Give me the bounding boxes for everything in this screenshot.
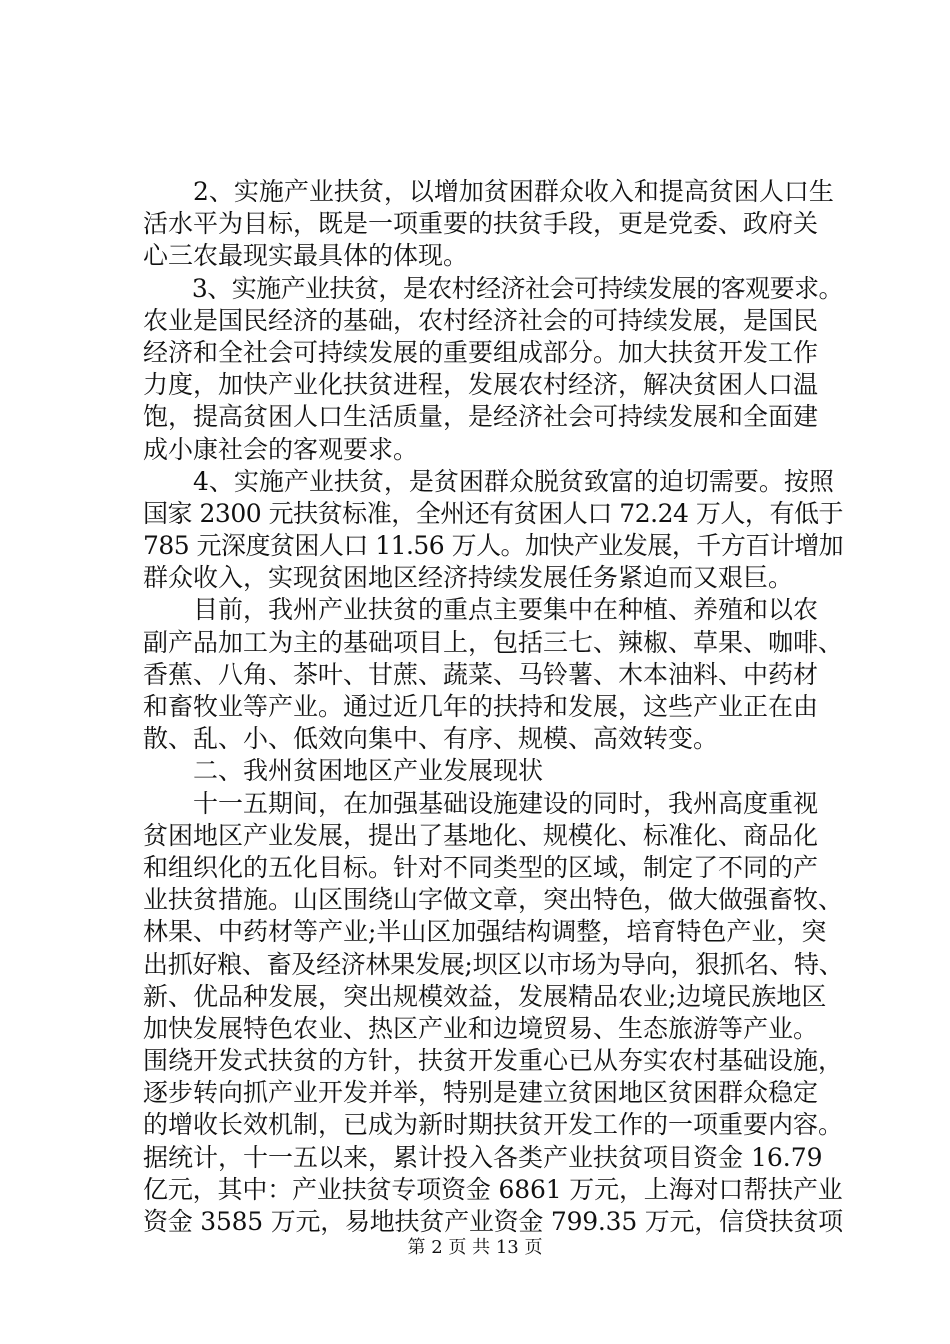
text-line: 副产品加工为主的基础项目上，包括三七、辣椒、草果、咖啡、 xyxy=(143,627,844,657)
text-line: 经济和全社会可持续发展的重要组成部分。加大扶贫开发工作 xyxy=(143,337,819,367)
text-line: 和畜牧业等产业。通过近几年的扶持和发展，这些产业正在由 xyxy=(143,692,819,721)
body-text xyxy=(143,176,843,1238)
text-line: 国家 2300 元扶贫标准，全州还有贫困人口 72.24 万人，有低于 xyxy=(143,498,843,528)
text-line: 和组织化的五化目标。针对不同类型的区域，制定了不同的产 xyxy=(143,852,819,882)
text-line: 散、乱、小、低效向集中、有序、规模、高效转变。 xyxy=(143,724,719,754)
text-line: 十一五期间，在加强基础设施建设的同时，我州高度重视 xyxy=(143,788,819,818)
text-line: 心三农最现实最具体的体现。 xyxy=(143,241,469,271)
text-line: 据统计，十一五以来，累计投入各类产业扶贫项目资金 16.79 xyxy=(143,1142,823,1172)
text-line: 围绕开发式扶贫的方针，扶贫开发重心已从夯实农村基础设施， xyxy=(143,1046,844,1076)
page-number-footer: 第 2 页 共 13 页 xyxy=(407,1237,543,1258)
text-line: 加快发展特色农业、热区产业和边境贸易、生态旅游等产业。 xyxy=(143,1013,819,1043)
text-line: 资金 3585 万元，易地扶贫产业资金 799.35 万元，信贷扶贫项 xyxy=(143,1207,843,1236)
text-line: 活水平为目标，既是一项重要的扶贫手段，更是党委、政府关 xyxy=(143,209,819,239)
text-line: 逐步转向抓产业开发并举，特别是建立贫困地区贫困群众稳定 xyxy=(143,1078,819,1108)
text-line: 香蕉、八角、茶叶、甘蔗、蔬菜、马铃薯、木本油料、中药材 xyxy=(143,659,819,689)
section-heading: 二、我州贫困地区产业发展现状 xyxy=(143,756,544,786)
text-line: 贫困地区产业发展，提出了基地化、规模化、标准化、商品化 xyxy=(143,820,819,850)
text-line: 群众收入，实现贫困地区经济持续发展任务紧迫而又艰巨。 xyxy=(143,563,794,593)
text-line: 3、实施产业扶贫，是农村经济社会可持续发展的客观要求。 xyxy=(143,273,843,303)
text-line: 2、实施产业扶贫，以增加贫困群众收入和提高贫困人口生 xyxy=(143,177,834,206)
text-line: 4、实施产业扶贫，是贫困群众脱贫致富的迫切需要。按照 xyxy=(143,466,834,496)
text-line: 785 元深度贫困人口 11.56 万人。加快产业发展，千方百计增加 xyxy=(143,531,844,561)
text-line: 新、优品种发展，突出规模效益，发展精品农业;边境民族地区 xyxy=(143,981,827,1011)
text-line: 亿元，其中：产业扶贫专项资金 6861 万元，上海对口帮扶产业 xyxy=(143,1174,843,1204)
text-line: 力度，加快产业化扶贫进程，发展农村经济，解决贫困人口温 xyxy=(143,370,819,400)
text-line: 目前，我州产业扶贫的重点主要集中在种植、养殖和以农 xyxy=(143,595,819,625)
text-line: 林果、中药材等产业;半山区加强结构调整，培育特色产业，突 xyxy=(143,917,827,947)
text-line: 的增收长效机制，已成为新时期扶贫开发工作的一项重要内容。 xyxy=(143,1110,844,1140)
text-line: 成小康社会的客观要求。 xyxy=(143,434,419,464)
text-line: 饱，提高贫困人口生活质量，是经济社会可持续发展和全面建 xyxy=(143,402,819,432)
text-line: 出抓好粮、畜及经济林果发展;坝区以市场为导向，狠抓名、特、 xyxy=(143,949,844,979)
text-line: 业扶贫措施。山区围绕山字做文章，突出特色，做大做强畜牧、 xyxy=(143,885,844,915)
text-line: 农业是国民经济的基础，农村经济社会的可持续发展，是国民 xyxy=(143,305,819,335)
